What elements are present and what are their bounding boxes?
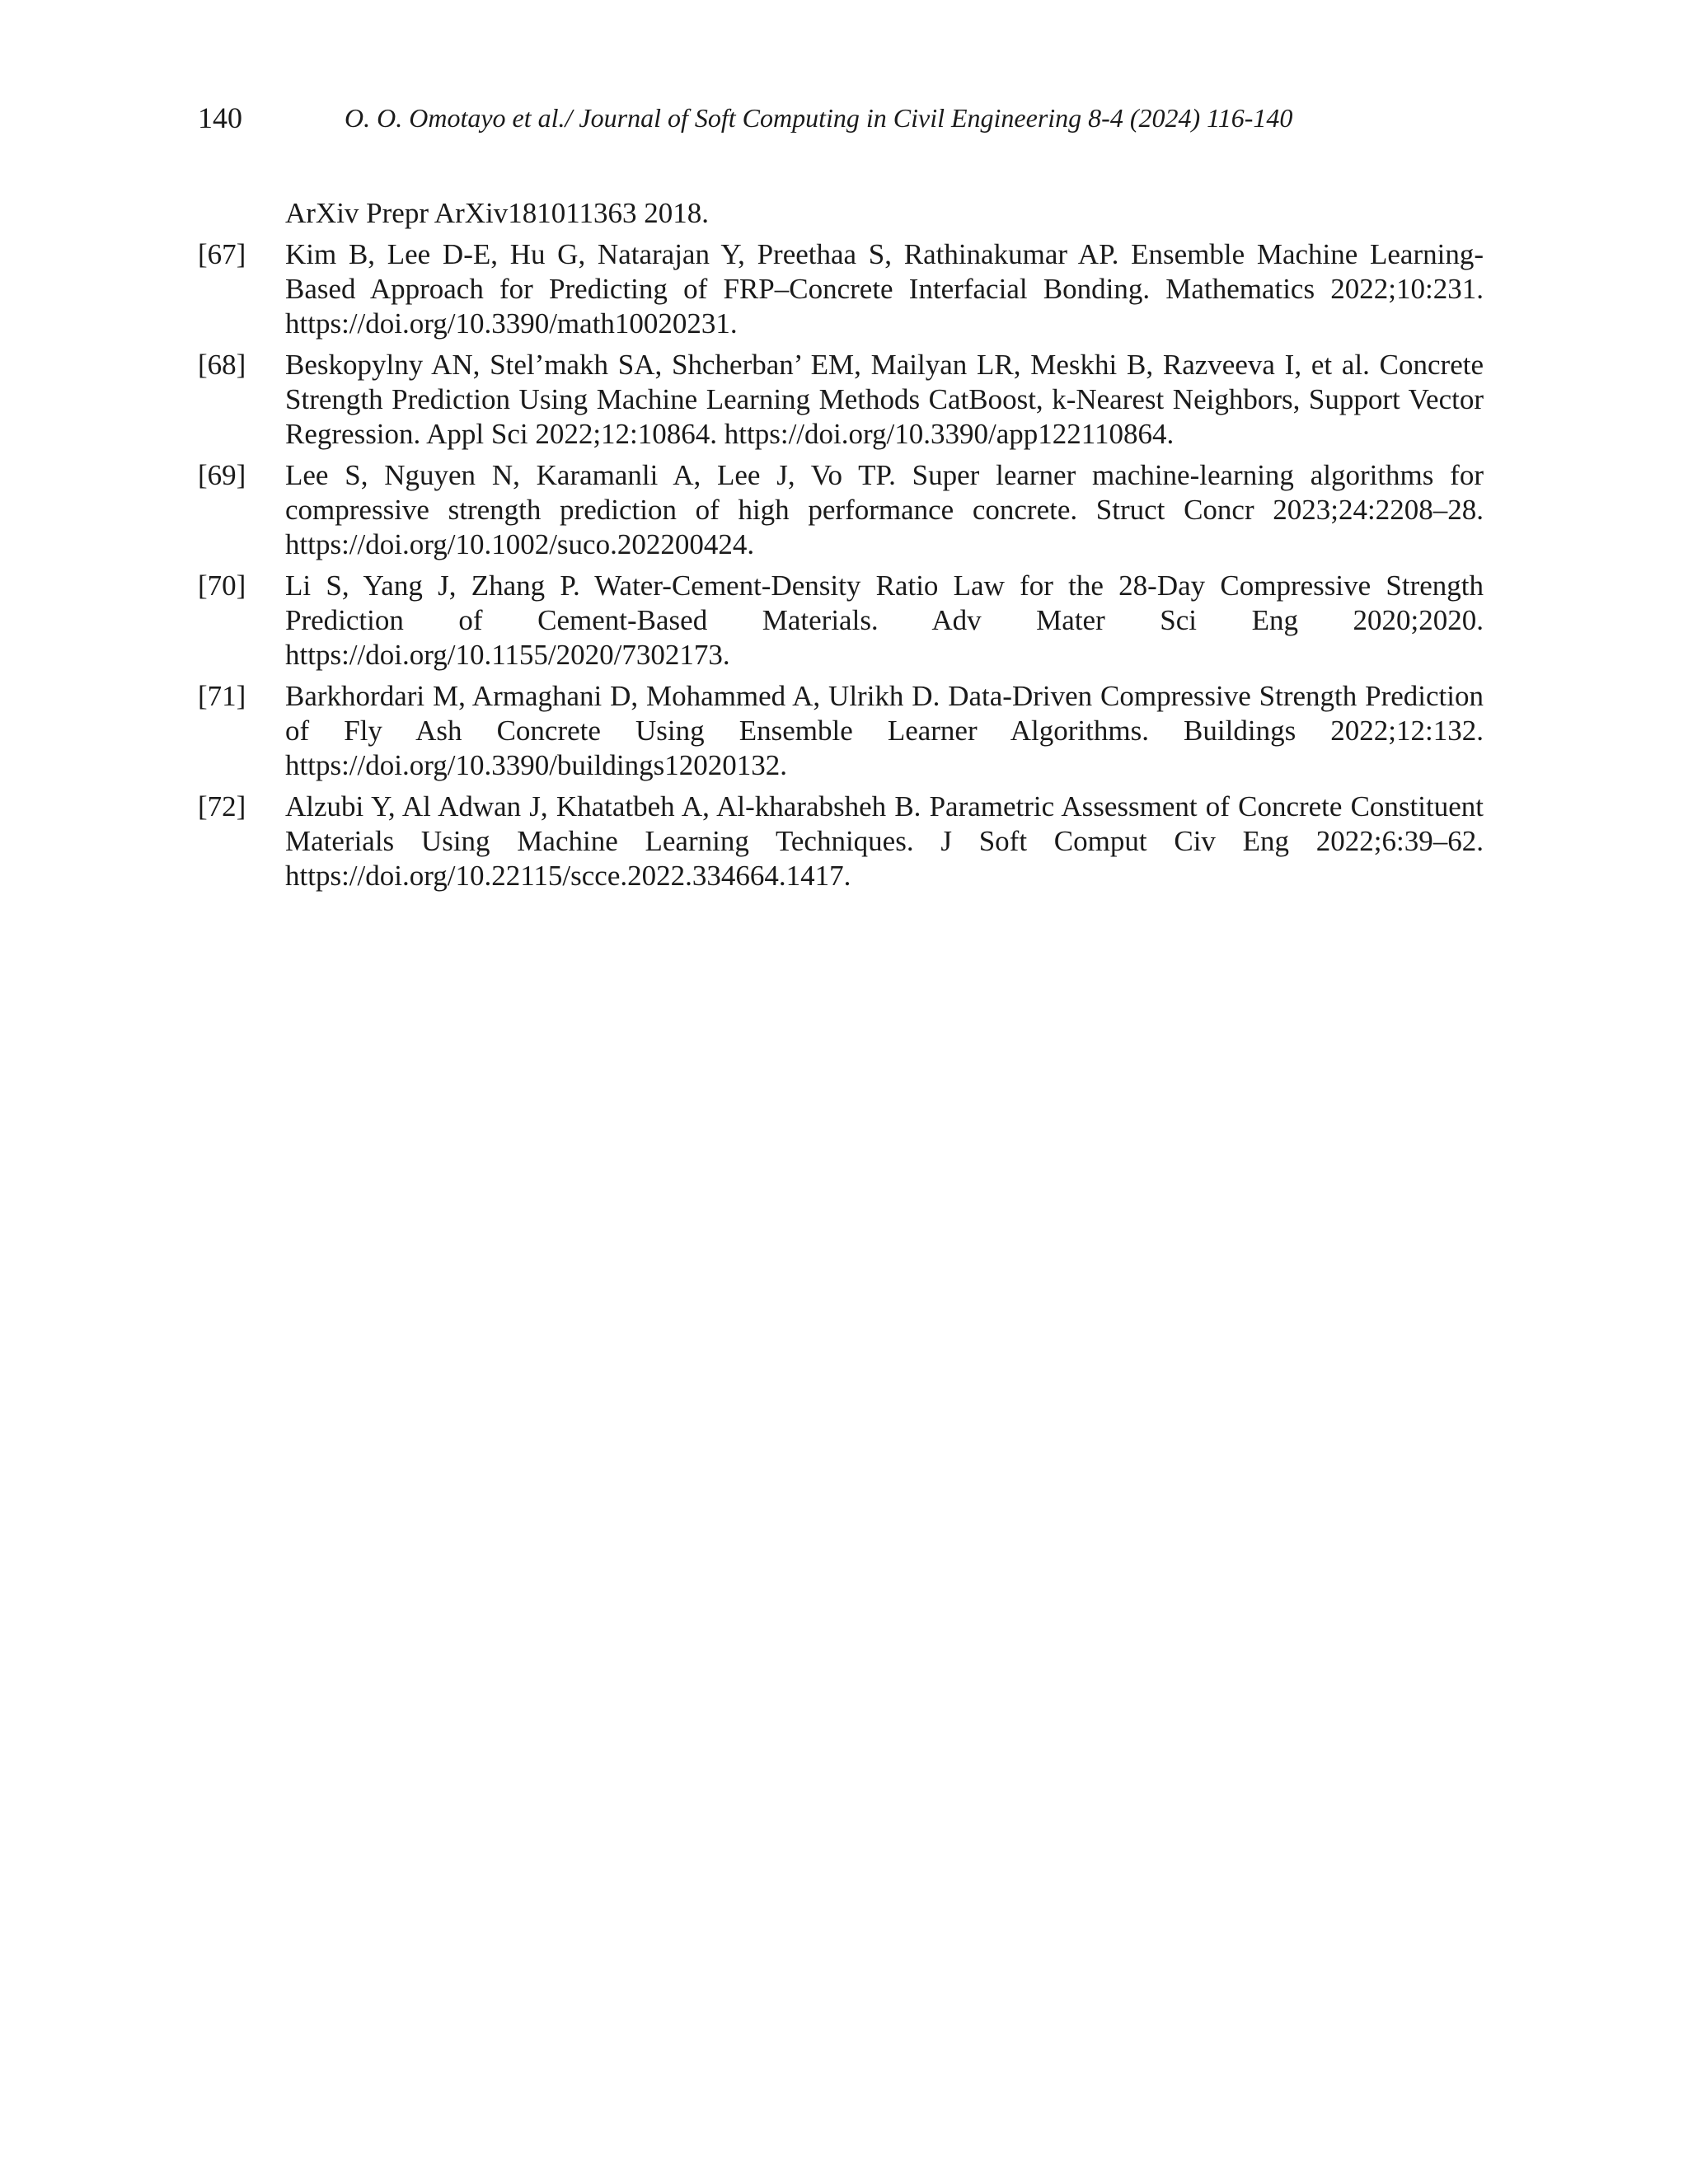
reference-text: Beskopylny AN, Stel’makh SA, Shcherban’ EM, Mailyan LR, Meskhi B, Razveeva I, et al. Concrete Strength Prediction Using Machine Learning Methods CatBoost, k-Nearest Neighbors, Support Vector Regression. Appl Sci 2022;12:10864. https://doi.org/10.3390/app122110864. [285, 349, 1484, 450]
page-number: 140 [198, 101, 242, 134]
reference-number: [69] [198, 459, 246, 491]
reference-list [198, 196, 1484, 900]
page-header [198, 97, 1484, 138]
reference-number: [72] [198, 790, 246, 823]
reference-item-70 [198, 569, 1484, 673]
reference-number: [71] [198, 680, 246, 712]
reference-item-68 [198, 348, 1484, 452]
reference-text: Kim B, Lee D-E, Hu G, Natarajan Y, Preethaa S, Rathinakumar AP. Ensemble Machine Learning-Based Approach for Predicting of FRP–Concrete Interfacial Bonding. Mathematics 2022;10:231. https://doi.org/10.3390/math10020231. [285, 238, 1484, 340]
reference-text: Alzubi Y, Al Adwan J, Khatatbeh A, Al-kharabsheh B. Parametric Assessment of Concrete Constituent Materials Using Machine Learning Techniques. J Soft Comput Civ Eng 2022;6:39–62. https://doi.org/10.22115/scce.2022.334664.1417. [285, 790, 1484, 892]
reference-item-67 [198, 237, 1484, 341]
reference-continuation: ArXiv Prepr ArXiv181011363 2018. [285, 197, 709, 229]
reference-item-69 [198, 458, 1484, 562]
reference-text: Lee S, Nguyen N, Karamanli A, Lee J, Vo TP. Super learner machine-learning algorithms for compressive strength prediction of high performance concrete. Struct Concr 2023;24:2208–28. https://doi.org/10.1002/suco.202200424. [285, 459, 1484, 560]
reference-number: [67] [198, 238, 246, 270]
reference-item-72 [198, 790, 1484, 893]
reference-text: Li S, Yang J, Zhang P. Water-Cement-Density Ratio Law for the 28-Day Compressive Strength Prediction of Cement-Based Materials. Adv Mater Sci Eng 2020;2020. https://doi.org/10.1155/2020/7302173. [285, 569, 1484, 671]
reference-number: [70] [198, 569, 246, 602]
running-title: O. O. Omotayo et al./ Journal of Soft Computing in Civil Engineering 8-4 (2024) 116-140 [345, 103, 1293, 133]
reference-item-71 [198, 679, 1484, 783]
reference-text: Barkhordari M, Armaghani D, Mohammed A, Ulrikh D. Data-Driven Compressive Strength Prediction of Fly Ash Concrete Using Ensemble Learner Algorithms. Buildings 2022;12:132. https://doi.org/10.3390/buildings12020132. [285, 680, 1484, 781]
reference-number: [68] [198, 349, 246, 381]
